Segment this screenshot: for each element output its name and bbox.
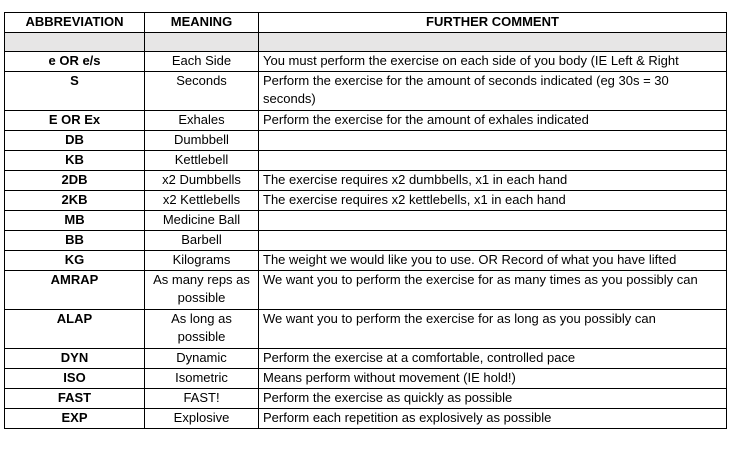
abbreviation-cell: ALAP (5, 310, 145, 349)
table-row (5, 191, 727, 211)
table-row (5, 251, 727, 271)
table-row (5, 389, 727, 409)
spacer-cell (5, 33, 145, 52)
header-abbreviation: ABBREVIATION (5, 13, 145, 33)
abbreviation-cell: ISO (5, 369, 145, 389)
header-further-comment: FURTHER COMMENT (259, 13, 727, 33)
table-row (5, 409, 727, 429)
comment-cell: Perform the exercise for the amount of exhales indicated (259, 111, 727, 131)
comment-cell: We want you to perform the exercise for as long as you possibly can (259, 310, 727, 349)
abbreviation-table (4, 12, 727, 429)
comment-cell: Perform each repetition as explosively as possible (259, 409, 727, 429)
comment-cell: Perform the exercise as quickly as possible (259, 389, 727, 409)
abbreviation-cell: AMRAP (5, 271, 145, 310)
meaning-cell: Each Side (145, 52, 259, 72)
table-row (5, 369, 727, 389)
table-row (5, 349, 727, 369)
abbreviation-cell: 2DB (5, 171, 145, 191)
table-row (5, 111, 727, 131)
comment-cell (259, 211, 727, 231)
meaning-cell: Isometric (145, 369, 259, 389)
abbreviation-cell: E OR Ex (5, 111, 145, 131)
spacer-cell (145, 33, 259, 52)
meaning-cell: FAST! (145, 389, 259, 409)
abbreviation-cell: S (5, 72, 145, 111)
table-row (5, 151, 727, 171)
abbreviation-cell: DYN (5, 349, 145, 369)
comment-cell: The weight we would like you to use. OR Record of what you have lifted (259, 251, 727, 271)
meaning-cell: Medicine Ball (145, 211, 259, 231)
abbreviation-cell: DB (5, 131, 145, 151)
comment-cell: Perform the exercise for the amount of seconds indicated (eg 30s = 30 seconds) (259, 72, 727, 111)
spacer-cell (259, 33, 727, 52)
comment-cell: The exercise requires x2 kettlebells, x1 in each hand (259, 191, 727, 211)
comment-cell: You must perform the exercise on each side of you body (IE Left & Right (259, 52, 727, 72)
table-row (5, 171, 727, 191)
meaning-cell: Kilograms (145, 251, 259, 271)
abbreviation-cell: MB (5, 211, 145, 231)
meaning-cell: Barbell (145, 231, 259, 251)
meaning-cell: As many reps as possible (145, 271, 259, 310)
table-row (5, 131, 727, 151)
comment-cell: Means perform without movement (IE hold!) (259, 369, 727, 389)
meaning-cell: Kettlebell (145, 151, 259, 171)
meaning-cell: Dynamic (145, 349, 259, 369)
table-row (5, 310, 727, 349)
comment-cell: The exercise requires x2 dumbbells, x1 in each hand (259, 171, 727, 191)
abbreviation-cell: e OR e/s (5, 52, 145, 72)
meaning-cell: As long as possible (145, 310, 259, 349)
comment-cell (259, 151, 727, 171)
table-row (5, 52, 727, 72)
comment-cell: We want you to perform the exercise for as many times as you possibly can (259, 271, 727, 310)
shaded-spacer-row (5, 33, 727, 52)
comment-cell (259, 231, 727, 251)
abbreviation-cell: EXP (5, 409, 145, 429)
table-row (5, 211, 727, 231)
header-row (5, 13, 727, 33)
comment-cell: Perform the exercise at a comfortable, controlled pace (259, 349, 727, 369)
abbreviation-cell: KG (5, 251, 145, 271)
table-row (5, 72, 727, 111)
table-row (5, 271, 727, 310)
meaning-cell: Exhales (145, 111, 259, 131)
meaning-cell: Explosive (145, 409, 259, 429)
header-meaning: MEANING (145, 13, 259, 33)
comment-cell (259, 131, 727, 151)
abbreviation-cell: KB (5, 151, 145, 171)
table-row (5, 231, 727, 251)
abbreviation-cell: BB (5, 231, 145, 251)
meaning-cell: Seconds (145, 72, 259, 111)
meaning-cell: Dumbbell (145, 131, 259, 151)
abbreviation-cell: FAST (5, 389, 145, 409)
meaning-cell: x2 Dumbbells (145, 171, 259, 191)
meaning-cell: x2 Kettlebells (145, 191, 259, 211)
abbreviation-cell: 2KB (5, 191, 145, 211)
